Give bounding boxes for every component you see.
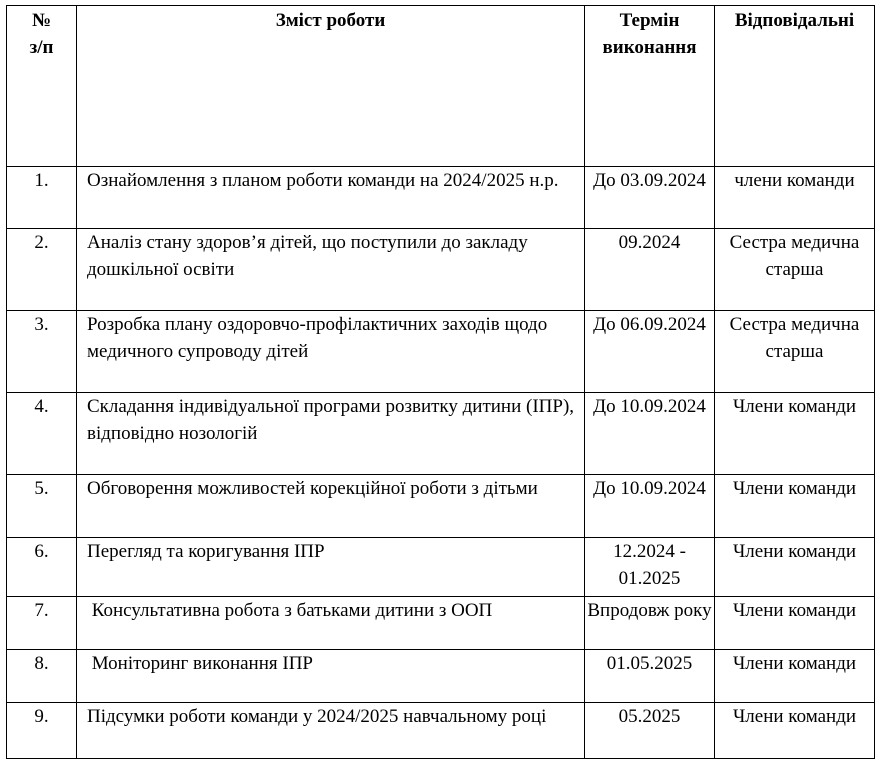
header-num <box>7 6 77 167</box>
table-header-row <box>7 6 875 167</box>
row-deadline: 12.2024 - 01.2025 <box>585 538 715 597</box>
table-row <box>7 393 875 475</box>
row-responsible: Сестра медична старша <box>715 311 875 393</box>
table-row <box>7 167 875 229</box>
table-row <box>7 538 875 597</box>
header-deadline-line2: виконання <box>602 37 697 58</box>
row-content: Консультативна робота з батьками дитини з ООП <box>77 597 585 650</box>
row-deadline: До 10.09.2024 <box>585 475 715 538</box>
row-content: Обговорення можливостей корекційної роботи з дітьми <box>77 475 585 538</box>
work-plan-table <box>6 5 875 759</box>
header-num-line2: з/п <box>29 37 54 58</box>
row-content: Складання індивідуальної програми розвитку дитини (ІПР), відповідно нозологій <box>77 393 585 475</box>
row-responsible: Члени команди <box>715 393 875 475</box>
row-num: 9. <box>7 703 77 759</box>
row-deadline: До 06.09.2024 <box>585 311 715 393</box>
table-row <box>7 650 875 703</box>
header-num-line1: № <box>31 10 52 31</box>
row-deadline: 05.2025 <box>585 703 715 759</box>
row-num: 5. <box>7 475 77 538</box>
row-responsible: члени команди <box>715 167 875 229</box>
row-deadline: До 10.09.2024 <box>585 393 715 475</box>
row-content: Підсумки роботи команди у 2024/2025 навчальному році <box>77 703 585 759</box>
row-content: Ознайомлення з планом роботи команди на 2024/2025 н.р. <box>77 167 585 229</box>
row-responsible: Члени команди <box>715 475 875 538</box>
row-num: 2. <box>7 229 77 311</box>
row-responsible: Члени команди <box>715 597 875 650</box>
row-deadline: Впродовж року <box>585 597 715 650</box>
table-row <box>7 311 875 393</box>
table-row <box>7 597 875 650</box>
header-content: Зміст роботи <box>77 6 585 167</box>
row-responsible: Сестра медична старша <box>715 229 875 311</box>
header-deadline-line1: Термін <box>619 10 680 31</box>
row-responsible: Члени команди <box>715 538 875 597</box>
row-content: Розробка плану оздоровчо-профілактичних заходів щодо медичного супроводу дітей <box>77 311 585 393</box>
row-content: Моніторинг виконання ІПР <box>77 650 585 703</box>
row-num: 8. <box>7 650 77 703</box>
header-deadline <box>585 6 715 167</box>
row-num: 3. <box>7 311 77 393</box>
header-responsible: Відповідальні <box>715 6 875 167</box>
row-deadline: 01.05.2025 <box>585 650 715 703</box>
row-content: Перегляд та коригування ІПР <box>77 538 585 597</box>
table-row <box>7 475 875 538</box>
row-content: Аналіз стану здоров’я дітей, що поступили до закладу дошкільної освіти <box>77 229 585 311</box>
row-num: 4. <box>7 393 77 475</box>
row-num: 1. <box>7 167 77 229</box>
row-deadline: До 03.09.2024 <box>585 167 715 229</box>
table-row <box>7 229 875 311</box>
row-num: 6. <box>7 538 77 597</box>
row-deadline: 09.2024 <box>585 229 715 311</box>
row-responsible: Члени команди <box>715 703 875 759</box>
row-num: 7. <box>7 597 77 650</box>
table-row <box>7 703 875 759</box>
row-responsible: Члени команди <box>715 650 875 703</box>
